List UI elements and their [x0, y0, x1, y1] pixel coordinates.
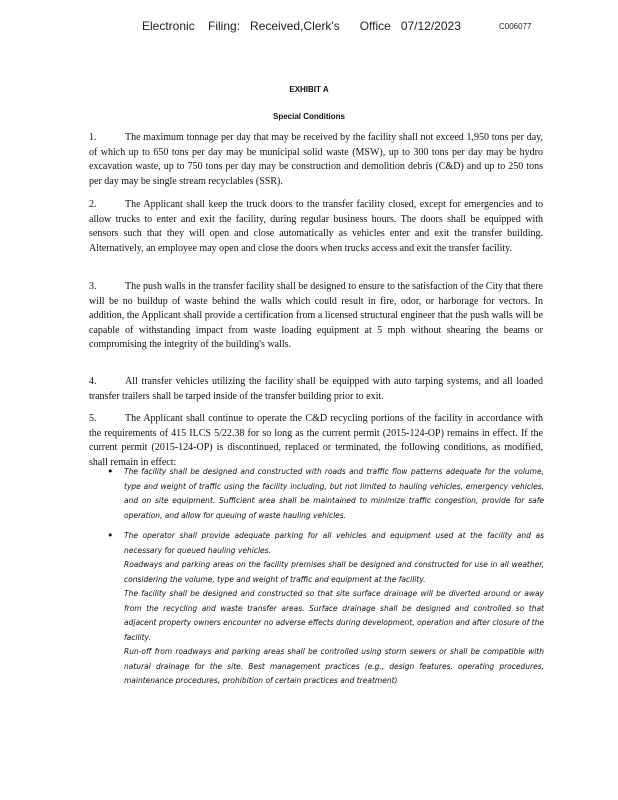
paragraph-text: The push walls in the transfer facility shall be designed to ensure to the satisfaction of the City that there will be no buildup of waste behind the walls which could result in fire, odor, or harborage for vectors. In addition, the Applicant shall provide a certification from a licensed structural engineer that the push walls will be capable of withstanding impact from waste loading equipment at 5 mph without shearing the beams or compromising the integrity of the building's walls. — [89, 281, 543, 350]
bullet-item-traffic: • The facility shall be designed and constructed with roads and traffic flow patterns adequate for the volume, type and weight of traffic using the facility including, but not limited to hauling vehicles, emergency vehicles, and on site equipment. Sufficient area shall be maintained to minimize traffic congestion, provide for safe operation, and allow for queuing of waste hauling vehicles. — [107, 465, 544, 523]
condition-paragraph-3 — [89, 280, 543, 353]
paragraph-number: 5. — [89, 413, 97, 424]
condition-paragraph-2 — [89, 198, 543, 256]
paragraph-number: 3. — [89, 281, 97, 292]
list-item-roadways: Roadways and parking areas on the facility premises shall be designed and constructed for use in all weather, considering the volume, type and weight of traffic and equipment at the facility. — [124, 560, 544, 584]
condition-paragraph-4 — [89, 375, 543, 404]
list-item-drainage: The facility shall be designed and constructed so that site surface drainage will be diverted around or away from the recycling and waste transfer areas. Surface drainage shall be designed and controlled so that adjacent property owners encounter no adverse effects during development, operation and after closure of the facility. — [124, 589, 544, 642]
paragraph-text: The Applicant shall keep the truck doors to the transfer facility closed, except for emergencies and to allow trucks to enter and exit the facility, during regular business hours. The doors shall be equipped with sensors such that they will open and close automatically as vehicles enter and exit the transfer building. Alternatively, an employee may open and close the doors when trucks access and exit the transfer facility. — [89, 199, 543, 254]
filing-header — [0, 19, 618, 37]
paragraph-text: The maximum tonnage per day that may be received by the facility shall not exceed 1,950 tons per day, of which up to 650 tons per day may be municipal solid waste (MSW), up to 300 tons per day may be hydro excavation waste, up to 750 tons per day may be construction and demolition debris (C&D) and up to 250 tons per day may be single stream recyclables (SSR). — [89, 132, 543, 187]
paragraph-number: 4. — [89, 376, 97, 387]
paragraph-number: 2. — [89, 199, 97, 210]
section-title: Special Conditions — [272, 112, 345, 121]
condition-paragraph-1 — [89, 131, 543, 189]
paragraph-number: 1. — [89, 132, 97, 143]
list-item-runoff: Run-off from roadways and parking areas shall be controlled using storm sewers or shall be compatible with natural drainage for the site. Best management practices (e.g., design features, operating procedures, maintenance procedures, prohibition of certain practices and treatment) — [124, 647, 544, 685]
filing-stamp-text: Electronic Filing: Received,Clerk's Office 07/12/2023 — [142, 19, 461, 33]
paragraph-text: All transfer vehicles utilizing the facility shall be equipped with auto tarping systems, and all loaded transfer trailers shall be tarped inside of the transfer building prior to exit. — [89, 376, 543, 402]
condition-paragraph-5 — [89, 412, 543, 470]
condition-bullet-list — [107, 465, 544, 689]
paragraph-text: The Applicant shall continue to operate the C&D recycling portions of the facility in accordance with the requirements of 415 ILCS 5/22.38 for so long as the current permit (2015-124-OP) remains in effect. If the current permit (2015-124-OP) is discontinued, replaced or terminated, the following conditions, as modified, shall remain in effect: — [89, 413, 543, 468]
exhibit-title: EXHIBIT A — [289, 85, 329, 94]
document-id: C006077 — [499, 22, 532, 31]
bullet-item-parking: • The operator shall provide adequate parking for all vehicles and equipment used at the facility and as necessary for queued hauling vehicles. — [107, 529, 544, 558]
